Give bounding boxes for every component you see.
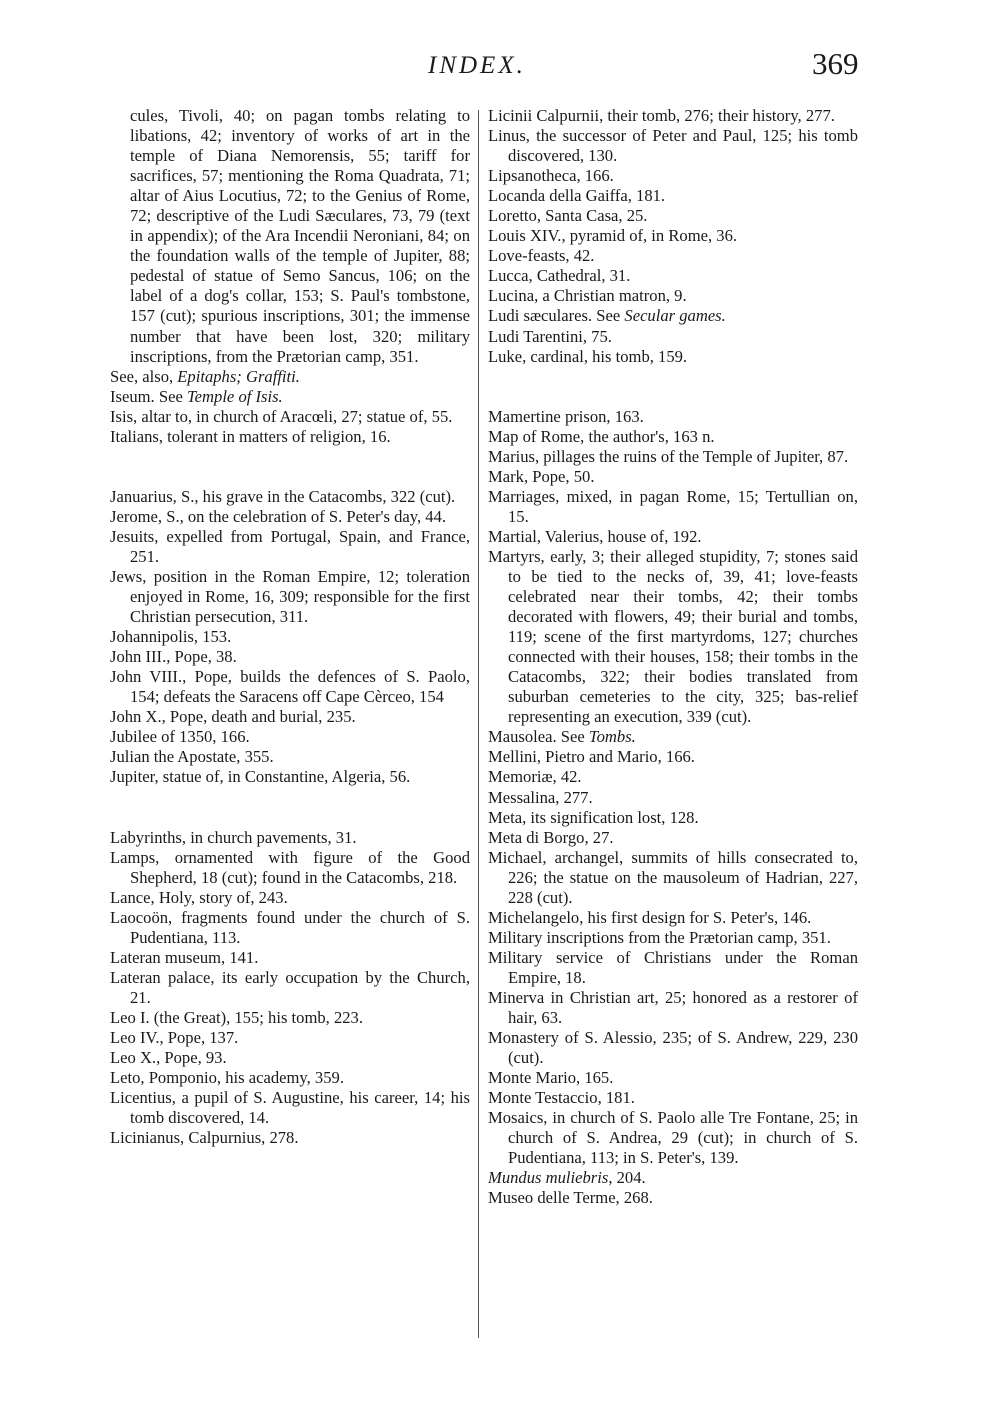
entry-text: , 204. <box>608 1168 646 1188</box>
index-entry <box>488 106 858 126</box>
entry-text: Iseum. See <box>110 386 187 406</box>
index-entry <box>110 848 470 888</box>
entry-text: Messalina, 277. <box>488 787 593 807</box>
entry-text: Jesuits, expelled from Portugal, Spain, and France, 251. <box>110 526 470 566</box>
entry-text: John III., Pope, 38. <box>110 647 237 667</box>
index-entry <box>110 567 470 627</box>
entry-text: Lateran palace, its early occupation by the Church, 21. <box>110 967 470 1007</box>
entry-text: Locanda della Gaiffa, 181. <box>488 186 666 206</box>
entry-text: Leo IV., Pope, 137. <box>110 1027 239 1047</box>
entry-text: Laocoön, fragments found under the church of S. Pudentiana, 113. <box>110 907 470 947</box>
index-entry <box>488 727 858 747</box>
index-entry <box>110 407 470 427</box>
entry-text: Jews, position in the Roman Empire, 12; toleration enjoyed in Rome, 16, 309; responsible for the first Christian persecution, 311. <box>110 566 470 627</box>
entry-text: Mausolea. See <box>488 727 589 747</box>
index-entry <box>488 767 858 787</box>
index-entry <box>488 226 858 246</box>
index-entry <box>488 467 858 487</box>
entry-text: Michael, archangel, summits of hills consecrated to, 226; the statue on the mausoleum of Hadrian, 227, 228 (cut). <box>488 847 858 907</box>
page-title: INDEX. <box>428 52 526 79</box>
entry-text: Louis XIV., pyramid of, in Rome, 36. <box>488 226 738 246</box>
entry-text: Monte Mario, 165. <box>488 1068 614 1088</box>
index-entry <box>488 988 858 1028</box>
index-entry <box>488 1188 858 1208</box>
index-entry <box>488 407 858 427</box>
page-number: 369 <box>812 46 859 81</box>
index-entry <box>488 487 858 527</box>
entry-text: Leto, Pomponio, his academy, 359. <box>110 1068 344 1088</box>
index-entry <box>110 647 470 667</box>
index-entry <box>110 1008 470 1028</box>
entry-text: Jerome, S., on the celebration of S. Peter's day, 44. <box>110 506 447 526</box>
entry-italic: Epitaphs; Graffiti. <box>177 366 300 386</box>
index-entry <box>110 908 470 948</box>
entry-text: Lateran museum, 141. <box>110 947 259 967</box>
index-entry <box>488 788 858 808</box>
index-entry <box>110 828 470 848</box>
entry-text: cules, Tivoli, 40; on pagan tombs relating to libations, 42; inventory of works of art in the temple of Diana Nemorensis, 55; tariff for sacrifices, 57; mentioning the Roma Quadrata, 71; altar of Aius Locutius, 72; to the Genius of Rome, 72; descriptive of the Ludi Sæculares, 73, 79 (text in appendix); of the Ara Incendii Neroniani, 84; on the foundation walls of the temple of Jupiter, 88; pedestal of statue of Semo Sancus, 106; on the label of a dog's collar, 153; S. Paul's tombstone, 157 (cut); spurious inscriptions, 301; the immense number that have been lost, 320; military inscriptions, from the Prætorian camp, 351. <box>130 106 470 366</box>
entry-text: Michelangelo, his first design for S. Peter's, 146. <box>488 907 812 927</box>
index-entry <box>488 948 858 988</box>
index-entry <box>110 367 470 387</box>
entry-text: Monte Testaccio, 181. <box>488 1088 635 1108</box>
entry-text: Luke, cardinal, his tomb, 159. <box>488 346 688 366</box>
index-entry <box>488 327 858 347</box>
entry-text: Mellini, Pietro and Mario, 166. <box>488 747 695 767</box>
index-entry <box>488 347 858 367</box>
entry-text: Jupiter, statue of, in Constantine, Algeria, 56. <box>110 767 411 787</box>
entry-italic: Mundus muliebris <box>488 1168 609 1188</box>
running-head <box>0 46 1000 90</box>
index-entry <box>488 427 858 447</box>
section-gap <box>110 447 470 487</box>
entry-text: Johannipolis, 153. <box>110 627 232 647</box>
entry-text: Italians, tolerant in matters of religion, 16. <box>110 426 391 446</box>
index-entry <box>110 948 470 968</box>
entry-text: Licinianus, Calpurnius, 278. <box>110 1128 299 1148</box>
entry-text: Loretto, Santa Casa, 25. <box>488 206 648 226</box>
entry-text: Memoriæ, 42. <box>488 767 582 787</box>
entry-text: Januarius, S., his grave in the Catacombs, 322 (cut). <box>110 486 456 506</box>
entry-text: Julian the Apostate, 355. <box>110 747 274 767</box>
index-entry <box>110 888 470 908</box>
index-entry <box>110 487 470 507</box>
index-entry <box>488 126 858 166</box>
entry-text: John VIII., Pope, builds the defences of S. Paolo, 154; defeats the Saracens off Cape Cèrceo, 154 <box>110 667 470 707</box>
index-entry <box>488 828 858 848</box>
index-entry <box>110 427 470 447</box>
entry-text: Lucina, a Christian matron, 9. <box>488 286 687 306</box>
entry-text: Labyrinths, in church pavements, 31. <box>110 827 357 847</box>
index-entry <box>110 1128 470 1148</box>
index-entry <box>488 447 858 467</box>
index-entry <box>110 1088 470 1128</box>
entry-text: Meta, its signification lost, 128. <box>488 807 699 827</box>
entry-text: Marius, pillages the ruins of the Temple of Jupiter, 87. <box>488 446 849 466</box>
index-entry <box>110 627 470 647</box>
section-gap <box>110 788 470 828</box>
index-entry <box>110 727 470 747</box>
index-entry <box>488 908 858 928</box>
entry-text: Minerva in Christian art, 25; honored as a restorer of hair, 63. <box>488 987 858 1028</box>
index-entry <box>488 1028 858 1068</box>
index-entry <box>488 166 858 186</box>
index-entry <box>488 1088 858 1108</box>
index-entry <box>110 387 470 407</box>
index-entry <box>488 808 858 828</box>
entry-text: Ludi sæculares. See <box>488 306 625 326</box>
index-entry <box>110 1028 470 1048</box>
index-entry <box>488 246 858 266</box>
entry-text: Licentius, a pupil of S. Augustine, his career, 14; his tomb discovered, 14. <box>110 1088 470 1128</box>
entry-text: Isis, altar to, in church of Aracœli, 27; statue of, 55. <box>110 406 453 426</box>
entry-text: Linus, the successor of Peter and Paul, 125; his tomb discovered, 130. <box>488 126 858 166</box>
index-entry <box>488 848 858 908</box>
index-entry <box>488 1108 858 1168</box>
entry-text: Lucca, Cathedral, 31. <box>488 266 631 286</box>
index-entry <box>110 507 470 527</box>
column-divider <box>478 110 479 1338</box>
entry-text: Leo X., Pope, 93. <box>110 1048 227 1068</box>
index-entry <box>488 547 858 727</box>
index-entry <box>488 266 858 286</box>
entry-italic: Secular games. <box>624 306 726 326</box>
entry-text: Martyrs, early, 3; their alleged stupidity, 7; stones said to be tied to the necks of, 39, 41; love-feasts celebrated near their tombs, 42; their tombs decorated with flowers, 49; their burial and tombs, 119; scene of the first martyrdoms, 127; churches connected with their houses, 158; their tombs in the Catacombs, 322; their bodies translated from suburban cemeteries to the city, 325; bas-relief representing an execution, 339 (cut). <box>488 546 858 727</box>
index-entry <box>488 306 858 326</box>
left-column <box>110 106 470 1148</box>
entry-text: Museo delle Terme, 268. <box>488 1188 653 1208</box>
index-entry <box>488 747 858 767</box>
entry-text: Military service of Christians under the Roman Empire, 18. <box>488 947 858 987</box>
entry-text: See, also, <box>110 366 178 386</box>
entry-text: Licinii Calpurnii, their tomb, 276; their history, 277. <box>488 106 835 125</box>
index-entry <box>110 707 470 727</box>
right-column <box>488 106 858 1208</box>
entry-text: Love-feasts, 42. <box>488 246 595 266</box>
entry-text: Jubilee of 1350, 166. <box>110 727 250 747</box>
entry-text: Meta di Borgo, 27. <box>488 827 614 847</box>
section-gap <box>488 367 858 407</box>
entry-italic: Temple of Isis. <box>186 386 283 406</box>
index-entry <box>110 968 470 1008</box>
index-entry <box>488 928 858 948</box>
entry-text: Lipsanotheca, 166. <box>488 166 614 186</box>
index-entry <box>110 1048 470 1068</box>
index-entry <box>488 206 858 226</box>
index-entry <box>110 527 470 567</box>
index-entry <box>488 286 858 306</box>
entry-text: Map of Rome, the author's, 163 n. <box>488 426 715 446</box>
entry-text: Mamertine prison, 163. <box>488 406 644 426</box>
entry-italic: Tombs. <box>588 727 636 747</box>
entry-text: Military inscriptions from the Prætorian camp, 351. <box>488 927 831 947</box>
index-entry <box>110 767 470 787</box>
entry-text: Lance, Holy, story of, 243. <box>110 887 288 907</box>
index-entry <box>488 527 858 547</box>
entry-text: Martial, Valerius, house of, 192. <box>488 526 702 546</box>
index-entry <box>488 186 858 206</box>
entry-text: John X., Pope, death and burial, 235. <box>110 707 356 727</box>
index-entry <box>110 667 470 707</box>
index-entry <box>110 747 470 767</box>
entry-text: Mark, Pope, 50. <box>488 466 595 486</box>
entry-text: Mosaics, in church of S. Paolo alle Tre Fontane, 25; in church of S. Andrea, 29 (cut); in church of S. Pudentiana, 113; in S. Peter's, 139. <box>488 1108 858 1168</box>
entry-text: Monastery of S. Alessio, 235; of S. Andrew, 229, 230 (cut). <box>488 1028 858 1068</box>
entry-text: Marriages, mixed, in pagan Rome, 15; Tertullian on, 15. <box>488 486 858 526</box>
index-entry <box>488 1168 858 1188</box>
index-entry <box>488 1068 858 1088</box>
index-entry <box>110 106 470 367</box>
entry-text: Lamps, ornamented with figure of the Good Shepherd, 18 (cut); found in the Catacombs, 218. <box>110 847 470 887</box>
entry-text: Ludi Tarentini, 75. <box>488 326 612 346</box>
index-entry <box>110 1068 470 1088</box>
entry-text: Leo I. (the Great), 155; his tomb, 223. <box>110 1007 363 1027</box>
